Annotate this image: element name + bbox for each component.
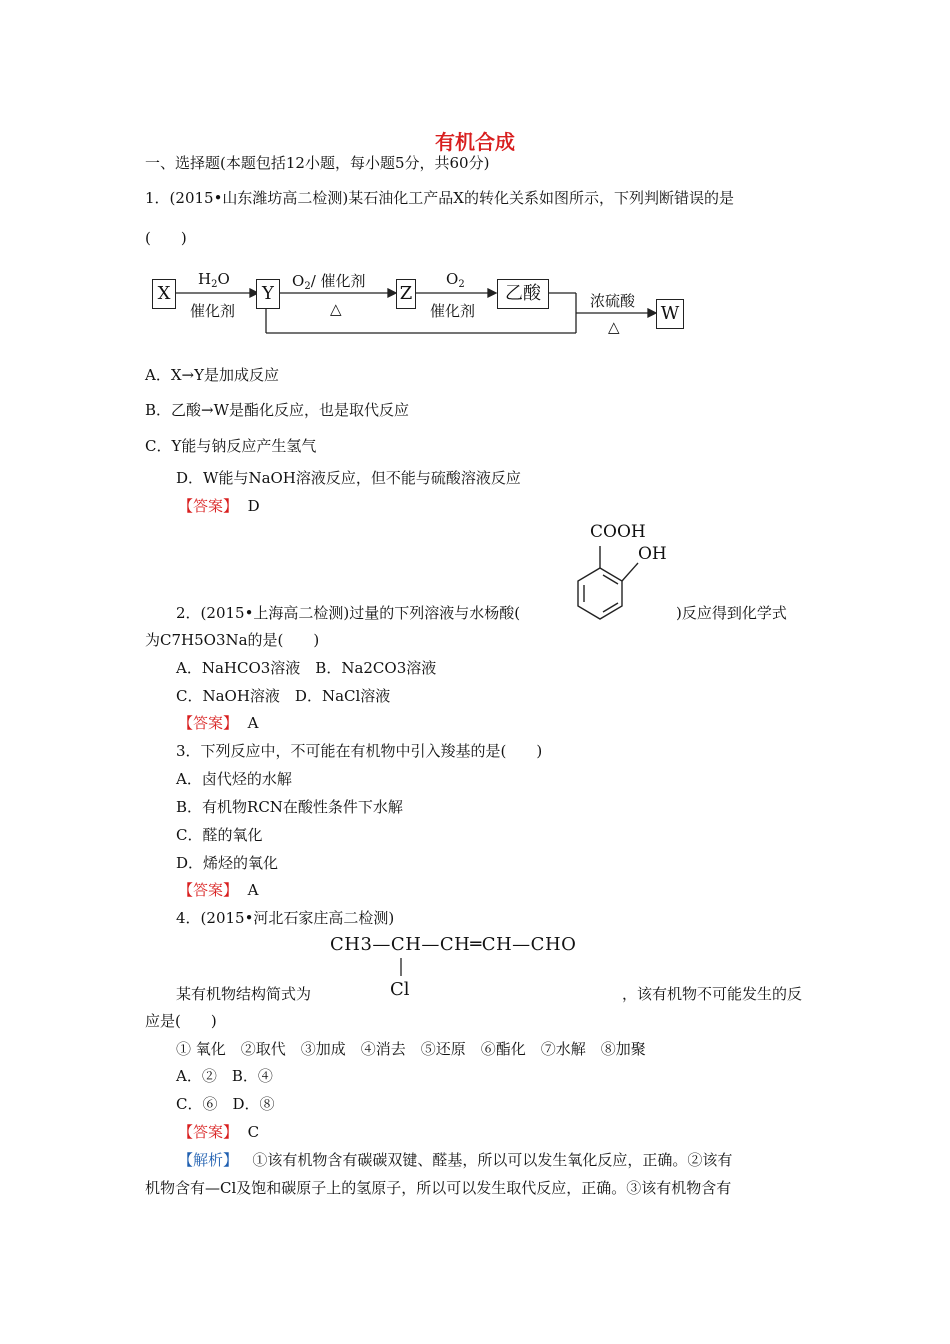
- answer-value: C: [247, 1123, 260, 1141]
- compound-y-box: Y: [256, 279, 280, 309]
- answer-label: 【答案】: [178, 714, 239, 732]
- answer-value: D: [247, 497, 260, 515]
- section-heading: 一、选择题(本题包括12小题，每小题5分，共60分): [145, 154, 490, 172]
- q4-text-b: ，该有机物不可能发生的反: [622, 985, 803, 1003]
- q1-option-d: D．W能与NaOH溶液反应，但不能与硫酸溶液反应: [176, 469, 521, 487]
- q3-option-d: D．烯烃的氧化: [176, 854, 279, 872]
- answer-value: A: [247, 881, 259, 899]
- compound-w-box: W: [656, 299, 684, 329]
- answer-label: 【答案】: [178, 1123, 239, 1141]
- q4-text-c: 应是( ): [145, 1012, 217, 1030]
- q3-option-c: C．醛的氧化: [176, 826, 263, 844]
- heat-symbol-1: △: [330, 300, 342, 318]
- q4-options-1: A．② B．④: [176, 1067, 273, 1085]
- q2-stem-b: )反应得到化学式: [676, 604, 787, 622]
- analysis-label: 【解析】: [178, 1151, 239, 1169]
- q1-stem: 1．(2015•山东潍坊高二检测)某石油化工产品X的转化关系如图所示，下列判断错误的是: [145, 189, 734, 207]
- q2-options-1: A．NaHCO3溶液 B．Na2CO3溶液: [176, 659, 437, 677]
- q2-options-2: C．NaOH溶液 D．NaCl溶液: [176, 687, 391, 705]
- q4-analysis-1: 【解析】 ①该有机物含有碳碳双键、醛基，所以可以发生氧化反应，正确。②该有: [178, 1151, 733, 1169]
- acetic-acid-box: 乙酸: [497, 279, 549, 309]
- sulfuric-acid-label: 浓硫酸: [590, 292, 636, 310]
- catalyst-label-1: 催化剂: [190, 302, 236, 320]
- q2-stem-c: 为C7H5O3Na的是( ): [145, 631, 320, 649]
- q4-analysis-2: 机物含有—Cl及饱和碳原子上的氢原子，所以可以发生取代反应，正确。③该有机物含有: [145, 1179, 732, 1197]
- structural-formula: CH3—CH—CH═CH—CHO: [330, 934, 577, 955]
- answer-value: A: [247, 714, 259, 732]
- q3-option-a: A．卤代烃的水解: [176, 770, 292, 788]
- q3-option-b: B．有机物RCN在酸性条件下水解: [176, 798, 403, 816]
- q1-option-c: C．Y能与钠反应产生氢气: [145, 437, 317, 455]
- q1-blank: ( ): [145, 229, 187, 247]
- page-title: 有机合成: [435, 130, 515, 154]
- heat-symbol-2: △: [608, 318, 620, 336]
- q2-stem-a: 2．(2015•上海高二检测)过量的下列溶液与水杨酸(: [176, 604, 521, 622]
- q4-stem: 4．(2015•河北石家庄高二检测): [176, 909, 395, 927]
- q3-stem: 3．下列反应中，不可能在有机物中引入羧基的是( ): [176, 742, 543, 760]
- q4-choices: ① 氧化 ②取代 ③加成 ④消去 ⑤还原 ⑥酯化 ⑦水解 ⑧加聚: [176, 1040, 646, 1058]
- q4-options-2: C．⑥ D．⑧: [176, 1095, 275, 1113]
- oxygen-catalyst-label: $O_2/$ 催化剂: [292, 272, 366, 292]
- q1-option-a: A．X→Y是加成反应: [145, 366, 279, 384]
- q1-option-b: B．乙酸→W是酯化反应，也是取代反应: [145, 401, 410, 419]
- compound-z-box: Z: [396, 279, 416, 309]
- answer-label: 【答案】: [178, 497, 239, 515]
- chlorine-substituent: Cl: [390, 979, 410, 1000]
- q4-answer: [178, 1122, 259, 1142]
- catalyst-label-2: 催化剂: [430, 302, 476, 320]
- compound-x-box: X: [152, 279, 176, 309]
- answer-label: 【答案】: [178, 881, 239, 899]
- water-reagent-label: $H_2O$: [198, 270, 230, 290]
- carboxyl-group-label: COOH: [590, 522, 646, 542]
- oxygen-label: $O_2$: [446, 270, 465, 290]
- q4-text-a: 某有机物结构简式为: [176, 985, 312, 1003]
- hydroxyl-group-label: OH: [638, 544, 667, 564]
